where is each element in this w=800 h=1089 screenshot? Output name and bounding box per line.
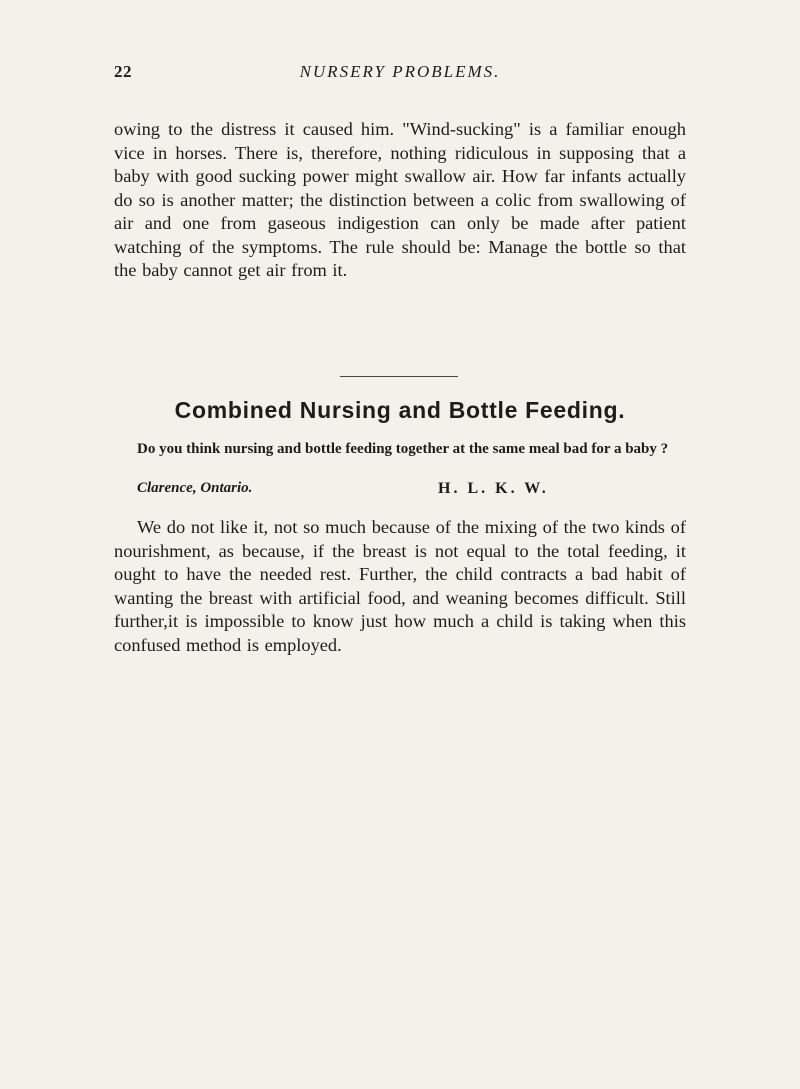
question-place: Clarence, Ontario. (137, 480, 253, 496)
section-divider (340, 376, 458, 377)
running-title: NURSERY PROBLEMS. (299, 62, 501, 81)
running-head (114, 62, 686, 90)
question-signature (114, 480, 686, 502)
answer-paragraph: We do not like it, not so much because of the mixing of the two kinds of nourishment, as because, if the breast is not equal to the total feeding, it ought to have the needed rest. Further, the child contracts a bad habit of wanting the breast with artificial food, and weaning becomes difficult. Still further,it is impossible to know just how much a child is taking when this confused method is employed. (114, 517, 686, 655)
section-heading: Combined Nursing and Bottle Feeding. (174, 397, 626, 423)
body-paragraph-1: owing to the distress it caused him. "Wind-sucking" is a familiar enough vice in horses. There is, therefore, nothing ridiculous in supposing that a baby with good sucking power might swallow air. How far infants actually do so is another matter; the distinction between a colic from swallowing of air and one from gaseous indigestion can only be made after patient watching of the symptoms. The rule should be: Manage the bottle so that the baby cannot get air from it. (114, 119, 686, 280)
page-number: 22 (114, 62, 132, 81)
question-initials: H. L. K. W. (438, 480, 549, 497)
reader-question: Do you think nursing and bottle feeding together at the same meal bad for a baby ? (137, 441, 669, 457)
